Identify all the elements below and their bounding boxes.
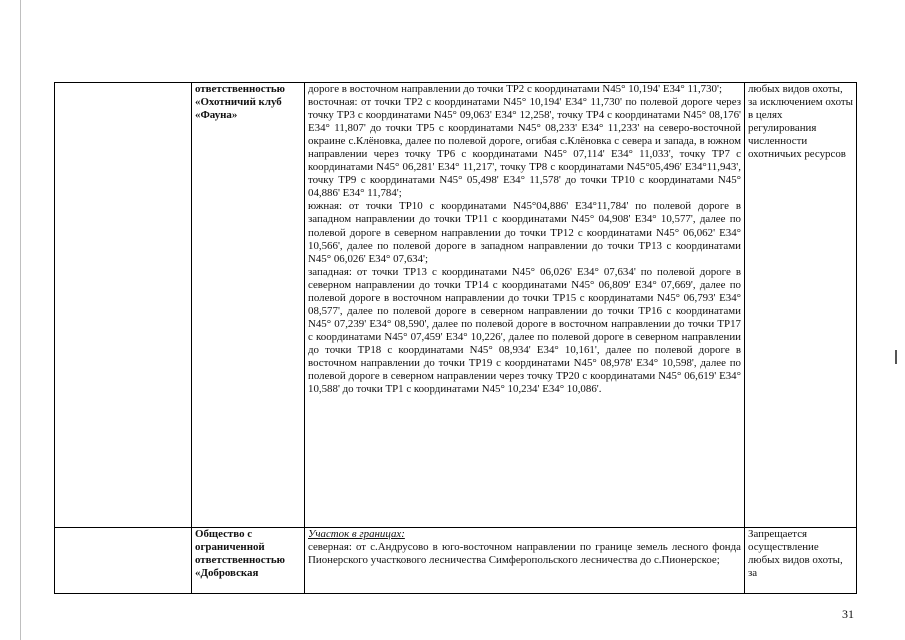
page-number: 31 xyxy=(842,607,854,621)
organization-cell: Общество с ограниченной ответственностью «Добровская xyxy=(192,528,305,594)
boundary-description-cell xyxy=(305,528,745,594)
table-row xyxy=(55,528,857,594)
boundary-west: западная: от точки ТР13 с координатами N45° 06,026' E34° 07,634' по полевой дороге в северном направлении до точки ТР14 с координатами N45° 06,809' E34° 07,669', далее по полевой дороге в восточном направлении до точки ТР15 с координатами N45° 06,793' E34° 08,577', далее по полевой дороге в северном направлении до точки ТР16 с координатами N45° 07,239' E34° 08,590', далее по полевой дороге в восточном направлении до точки ТР17 с координатами N45° 07,459' E34° 10,226', далее по полевой дороге в северном направлении до точки ТР18 с координатами N45° 08,934' E34° 10,161', далее по полевой дороге в восточном направлении до точки ТР19 с координатами N45° 08,978' E34° 10,598', далее по полевой дороге в северном направлении через точку ТР20 с координатами N45° 06,619' E34° 10,588' до точки ТР1 с координатами N45° 10,234' E34° 10,086'. xyxy=(308,265,741,396)
hunting-grounds-table xyxy=(54,82,857,594)
number-cell xyxy=(55,528,192,594)
boundary-north: северная: от с.Андрусово в юго-восточном направлении по границе земель лесного фонда Пионерского участкового лесничества Симферопольского лесничества до с.Пионерское; xyxy=(308,541,741,567)
table-row xyxy=(55,83,857,528)
organization-cell: ответственностью «Охотничий клуб «Фауна» xyxy=(192,83,305,528)
boundary-text: дороге в восточном направлении до точки ТР2 с координатами N45° 10,194' E34° 11,730'; xyxy=(308,83,722,95)
number-cell xyxy=(55,83,192,528)
restriction-cell: любых видов охоты, за исключением охоты в целях регулирования численности охотничьих ресурсов xyxy=(745,83,857,528)
section-heading: Участок в границах: xyxy=(308,528,405,540)
page-left-edge xyxy=(20,0,21,640)
boundary-south: южная: от точки ТР10 с координатами N45°04,886' E34°11,784' по полевой дороге в западном направлении до точки ТР11 с координатами N45° 04,908' E34° 10,577', далее по полевой дороге в северном направлении до точки ТР12 с координатами N45° 06,062' E34° 10,566', далее по полевой дороге в западном направлении до точки ТР13 с координатами N45° 06,026' E34° 07,634'; xyxy=(308,200,741,265)
margin-mark xyxy=(895,350,897,364)
boundary-description-cell xyxy=(305,83,745,528)
boundary-east: восточная: от точки ТР2 с координатами N45° 10,194' E34° 11,730' по полевой дороге через точку ТР3 с координатами N45° 09,063' E34° 12,258', точку ТР4 с координатами N45° 08,176' E34° 11,807' до точки ТР5 с координатами N45° 08,233' E34° 11,233' на северо-восточной окраине с.Клёновка, далее по полевой дороге, огибая с.Клёновка с севера и запада, в южном направлении через точку ТР6 с координатами N45° 07,114' E34° 11,033', точку ТР7 с координатами N45° 06,281' E34° 11,217', точку ТР8 с координатами N45°05,496' E34°11,943', точку ТР9 с координатами N45° 05,498' E34° 11,578' до точки ТР10 с координатами N45° 04,886' E34° 11,784'; xyxy=(308,96,741,200)
restriction-cell: Запрещается осуществление любых видов охоты, за xyxy=(745,528,857,594)
